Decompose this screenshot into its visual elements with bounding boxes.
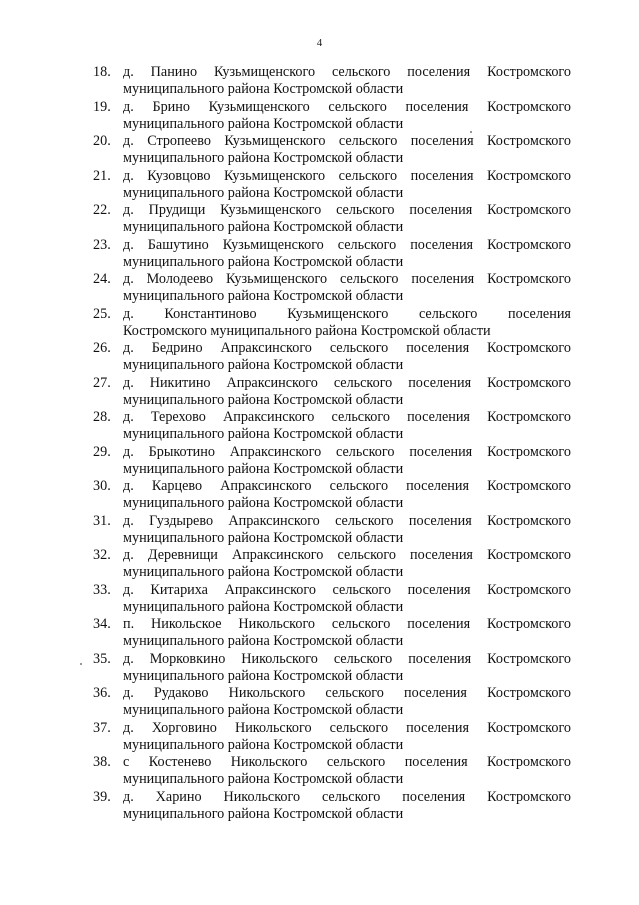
item-word: Брино (152, 98, 190, 115)
item-word: поселения (411, 271, 475, 287)
item-word: поселения (406, 478, 470, 494)
item-word: Кузовцово (147, 167, 211, 184)
item-number: 38. (93, 754, 111, 770)
list-item (93, 375, 571, 410)
item-word: Костромского (487, 98, 571, 115)
item-number: 36. (93, 685, 111, 701)
list-item (93, 616, 571, 651)
item-number: 18. (93, 64, 111, 80)
item-word: Апраксинского (220, 478, 312, 494)
item-word: Костромского (487, 685, 571, 701)
item-line-1 (123, 271, 571, 288)
item-word: Гуздырево (149, 512, 214, 529)
item-word: д. (123, 719, 134, 736)
item-word: Никольского (228, 685, 306, 701)
item-line-1 (123, 582, 571, 599)
item-word: Кузьмищенского (213, 64, 316, 80)
item-word: д. (123, 133, 134, 149)
item-word: д. (123, 98, 134, 115)
item-word: Костромского (487, 167, 571, 184)
item-line-1 (123, 478, 571, 495)
item-word: п. (123, 616, 135, 632)
item-word: Никольское (151, 616, 222, 632)
item-word: Кузьмищенского (208, 98, 310, 115)
item-line-1 (123, 202, 571, 219)
item-word: поселения (404, 754, 468, 770)
list-item (93, 754, 571, 789)
list-item (93, 271, 571, 306)
item-line-1 (123, 237, 571, 254)
item-line-1 (123, 99, 571, 116)
item-word: Прудищи (148, 202, 206, 218)
list-item (93, 685, 571, 720)
item-word: сельского (321, 788, 381, 805)
item-word: сельского (336, 202, 395, 218)
item-word: Терехово (150, 409, 206, 425)
item-number: 19. (93, 98, 111, 115)
item-word: Кузьмищенского (224, 167, 326, 184)
list-item (93, 133, 571, 168)
item-word: д. (123, 512, 134, 529)
item-word: сельского (338, 133, 398, 149)
item-word: сельского (336, 443, 395, 460)
item-word: поселения (408, 650, 472, 667)
item-line-1 (123, 64, 571, 81)
item-word: сельского (337, 547, 396, 563)
list-item (93, 651, 571, 686)
item-word: сельского (331, 616, 391, 632)
list-item (93, 168, 571, 203)
item-word: д. (123, 340, 134, 356)
item-line-1 (123, 754, 571, 771)
item-line-2: муниципального района Костромской области (123, 357, 404, 373)
page-number: 4 (316, 37, 323, 49)
item-line-2: муниципального района Костромской области (123, 253, 404, 270)
item-line-2: муниципального района Костромской области (123, 81, 404, 97)
item-line-1 (123, 547, 571, 564)
item-word: поселения (407, 409, 470, 425)
item-number: 21. (93, 167, 111, 184)
item-line-2: муниципального района Костромской области (123, 736, 404, 753)
item-word: поселения (410, 167, 474, 184)
item-word: д. (123, 547, 134, 563)
item-word: Харино (155, 788, 202, 805)
item-word: сельского (329, 478, 389, 494)
item-number: 22. (93, 202, 111, 218)
item-word: д. (123, 788, 134, 805)
item-word: Костромского (487, 64, 571, 80)
item-word: с (123, 754, 130, 770)
item-line-1 (123, 168, 571, 185)
item-word: Кузьмищенского (224, 133, 326, 149)
item-number: 20. (93, 133, 111, 149)
item-number: 27. (93, 374, 111, 391)
list-item (93, 478, 571, 513)
item-word: Костромского (487, 754, 571, 770)
list-item (93, 64, 571, 99)
item-word: Костромского (487, 133, 571, 149)
item-word: сельского (328, 98, 387, 115)
item-word: сельского (325, 685, 384, 701)
item-word: Никольского (223, 788, 301, 805)
item-line-1 (123, 133, 571, 150)
item-word: поселения (508, 305, 571, 322)
item-line-1 (123, 720, 571, 737)
item-word: Кузьмищенского (220, 202, 322, 218)
item-word: поселения (404, 685, 467, 701)
item-word: Никольского (241, 650, 318, 667)
item-line-2: муниципального района Костромской области (123, 495, 404, 511)
item-word: Костромского (487, 409, 571, 425)
item-word: д. (123, 650, 134, 667)
item-line-2: муниципального района Костромской области (123, 805, 404, 822)
item-line-2: муниципального района Костромской области (123, 150, 404, 166)
item-word: Башутино (147, 236, 209, 253)
item-number: 30. (93, 478, 111, 494)
item-number: 26. (93, 340, 111, 356)
item-line-1 (123, 789, 571, 806)
item-word: Костромского (487, 340, 571, 356)
item-line-2: муниципального района Костромской области (123, 529, 404, 546)
item-word: сельского (326, 754, 386, 770)
item-word: Костромского (487, 547, 571, 563)
item-word: Костромского (487, 616, 571, 632)
item-word: Рудаково (153, 685, 209, 701)
item-word: д. (123, 271, 134, 287)
item-line-1 (123, 409, 571, 426)
item-word: поселения (409, 202, 473, 218)
item-line-2: муниципального района Костромской области (123, 667, 404, 684)
item-word: сельского (333, 374, 393, 391)
item-line-1 (123, 340, 571, 357)
list-item (93, 306, 571, 341)
item-word: сельского (331, 409, 390, 425)
list-item (93, 513, 571, 548)
item-word: Хорговино (151, 719, 217, 736)
item-line-2: муниципального района Костромской области (123, 219, 404, 235)
item-line-2: муниципального района Костромской области (123, 184, 404, 201)
item-word: поселения (409, 443, 473, 460)
item-word: Никитино (149, 374, 211, 391)
item-line-2: Костромского муниципального района Костромской области (123, 322, 491, 339)
item-line-1 (123, 306, 571, 323)
item-word: Кузьмищенского (226, 271, 328, 287)
item-word: сельского (329, 719, 389, 736)
item-word: д. (123, 581, 134, 598)
item-word: Костромского (487, 512, 571, 529)
item-word: поселения (410, 547, 473, 563)
item-number: 25. (93, 305, 111, 322)
item-word: Апраксинского (220, 340, 312, 356)
item-number: 37. (93, 719, 111, 736)
item-word: Брыкотино (148, 443, 215, 460)
item-word: Бедрино (151, 340, 203, 356)
item-word: Морковкино (149, 650, 226, 667)
item-word: д. (123, 64, 134, 80)
item-word: Апраксинского (224, 581, 316, 598)
item-word: сельского (338, 167, 398, 184)
item-word: Никольского (234, 719, 312, 736)
item-line-1 (123, 375, 571, 392)
item-line-2: муниципального района Костромской области (123, 564, 404, 580)
item-line-2: муниципального района Костромской области (123, 633, 404, 649)
item-word: Карцево (151, 478, 203, 494)
item-word: Костромского (487, 443, 571, 460)
list-item (93, 99, 571, 134)
list-item (93, 237, 571, 272)
item-line-2: муниципального района Костромской области (123, 288, 404, 304)
list-item (93, 202, 571, 237)
item-line-2: муниципального района Костромской области (123, 598, 404, 615)
item-word: поселения (408, 374, 472, 391)
item-word: поселения (408, 512, 472, 529)
item-word: поселения (406, 340, 470, 356)
item-word: поселения (407, 616, 471, 632)
item-line-2: муниципального района Костромской области (123, 771, 404, 787)
list-item (93, 409, 571, 444)
item-word: Костромского (487, 374, 571, 391)
item-word: Апраксинского (228, 512, 320, 529)
item-number: 33. (93, 581, 111, 598)
item-word: Кузьмищенского (222, 236, 324, 253)
item-word: поселения (410, 133, 474, 149)
item-word: Китариха (150, 581, 208, 598)
item-word: д. (123, 167, 134, 184)
item-word: Молодеево (146, 271, 214, 287)
item-line-2: муниципального района Костромской области (123, 702, 404, 718)
scan-speck (470, 131, 472, 133)
item-line-1 (123, 444, 571, 461)
item-word: сельского (332, 581, 391, 598)
list-item (93, 582, 571, 617)
settlement-list (93, 64, 571, 823)
item-word: Апраксинского (222, 409, 315, 425)
scan-speck (80, 663, 82, 665)
item-line-2: муниципального района Костромской области (123, 426, 404, 442)
list-item (93, 340, 571, 375)
item-word: Апраксинского (231, 547, 324, 563)
item-word: Апраксинского (229, 443, 322, 460)
item-word: д. (123, 374, 134, 391)
item-line-1 (123, 513, 571, 530)
item-word: Кузьмищенского (287, 305, 389, 322)
item-word: Апраксинского (226, 374, 318, 391)
item-word: сельского (333, 650, 393, 667)
item-number: 39. (93, 788, 111, 805)
item-number: 23. (93, 236, 111, 253)
list-item (93, 547, 571, 582)
item-word: Костромского (487, 478, 571, 494)
item-word: д. (123, 202, 134, 218)
item-number: 34. (93, 616, 111, 632)
item-line-1 (123, 685, 571, 702)
item-line-1 (123, 616, 571, 633)
item-word: сельского (337, 236, 397, 253)
item-word: сельского (331, 64, 391, 80)
item-word: Костенево (148, 754, 212, 770)
item-line-2: муниципального района Костромской области (123, 391, 404, 408)
item-word: Костромского (487, 719, 571, 736)
item-word: сельского (339, 271, 399, 287)
item-word: Стропеево (147, 133, 211, 149)
item-word: поселения (402, 788, 466, 805)
item-word: сельского (418, 305, 478, 322)
item-word: поселения (407, 64, 471, 80)
item-word: Никольского (230, 754, 308, 770)
item-word: Костромского (487, 202, 571, 218)
item-word: д. (123, 409, 134, 425)
item-word: поселения (410, 236, 474, 253)
item-number: 35. (93, 650, 111, 667)
item-line-2: муниципального района Костромской области (123, 115, 404, 132)
item-line-2: муниципального района Костромской области (123, 460, 404, 477)
item-word: поселения (407, 581, 471, 598)
item-word: сельского (329, 340, 389, 356)
item-number: 24. (93, 271, 111, 287)
item-word: поселения (406, 719, 470, 736)
item-word: д. (123, 236, 134, 253)
item-word: Никольского (238, 616, 316, 632)
item-word: Костромского (487, 788, 571, 805)
item-word: Костромского (487, 236, 571, 253)
item-number: 31. (93, 512, 111, 529)
item-word: Панино (150, 64, 198, 80)
list-item (93, 789, 571, 824)
item-word: д. (123, 478, 134, 494)
list-item (93, 444, 571, 479)
item-line-1 (123, 651, 571, 668)
item-word: Деревнищи (147, 547, 218, 563)
item-word: Костромского (487, 650, 571, 667)
item-word: д. (123, 443, 134, 460)
item-word: Костромского (487, 581, 571, 598)
item-number: 28. (93, 409, 111, 425)
item-word: д. (123, 685, 134, 701)
item-word: Костромского (487, 271, 571, 287)
list-item (93, 720, 571, 755)
item-word: поселения (405, 98, 469, 115)
item-word: д. (123, 305, 134, 322)
item-number: 29. (93, 443, 111, 460)
item-word: сельского (335, 512, 394, 529)
item-word: Константиново (164, 305, 257, 322)
item-number: 32. (93, 547, 111, 563)
